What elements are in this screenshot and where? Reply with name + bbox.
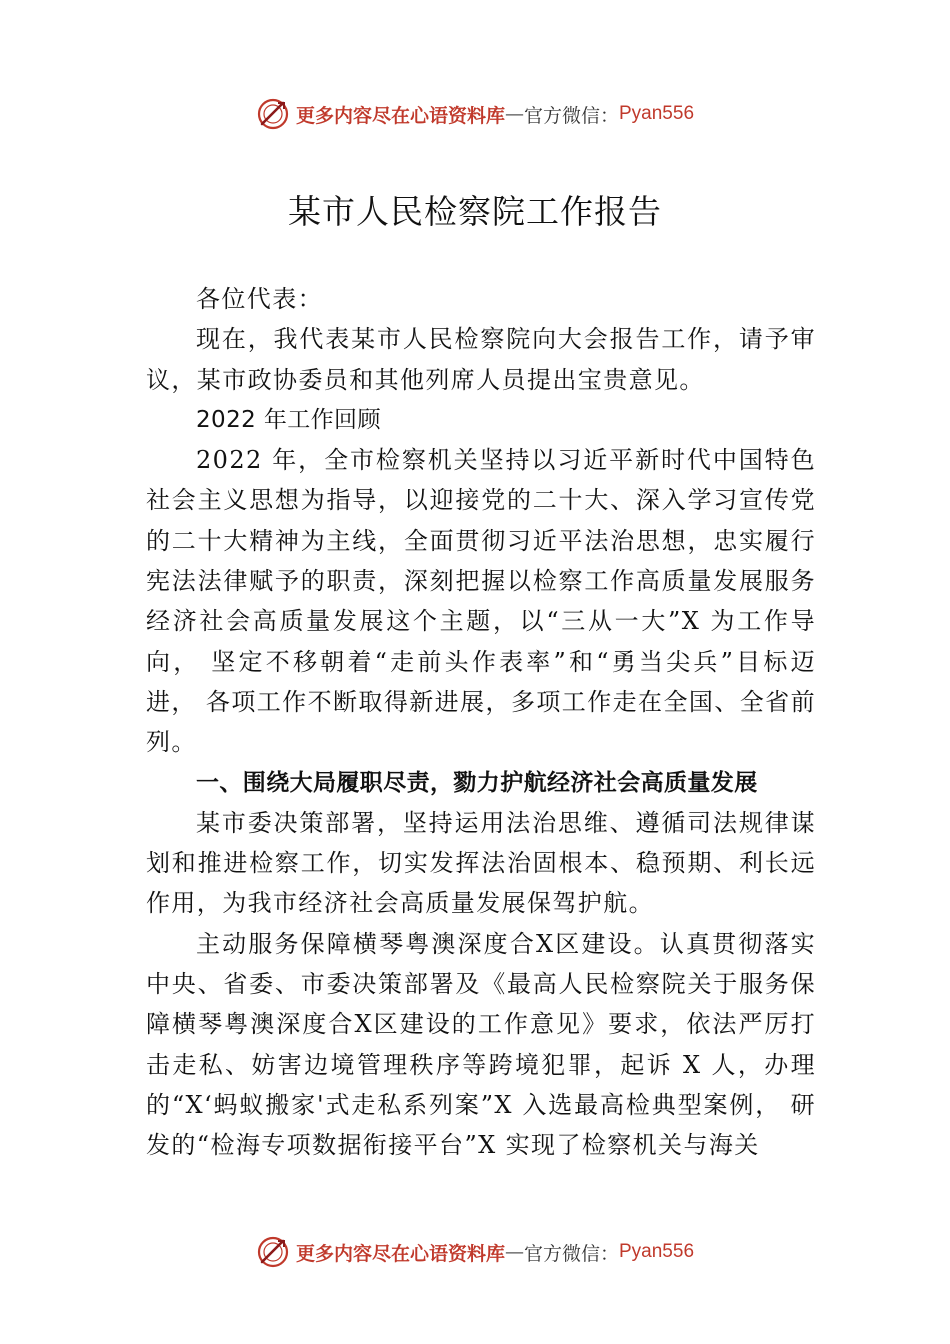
watermark-separator: — [504, 103, 524, 125]
salutation: 各位代表： [196, 285, 323, 313]
document-body [146, 279, 816, 1166]
logo-icon [256, 97, 290, 131]
document-title: 某市人民检察院工作报告 [288, 192, 662, 231]
watermark-brand: 更多内容尽在心语资料库 [295, 1242, 505, 1265]
watermark-separator: — [504, 1241, 524, 1263]
logo-icon [256, 1235, 290, 1269]
watermark-wechat-label: 官方微信： [523, 1242, 619, 1265]
watermark-footer [0, 1232, 950, 1272]
watermark-brand: 更多内容尽在心语资料库 [295, 104, 505, 127]
section-paragraph: 某市委决策部署，坚持运用法治思维、遵循司法规律谋划和推进检察工作，切实发挥法治固根本、稳预期、利长远作用，为我市经济社会高质量发展保驾护航。 [146, 808, 816, 918]
review-heading: 2022 年工作回顾 [196, 406, 381, 433]
review-paragraph: 2022 年，全市检察机关坚持以习近平新时代中国特色社会主义思想为指导，以迎接党的二十大、深入学习宣传党的二十大精神为主线，全面贯彻习近平法治思想，忠实履行宪法法律赋予的职责，深刻把握以检察工作高质量发展服务经济社会高质量发展这个主题，以“三从一大”X 为工作导向， 坚定不移朝着“走前头作表率”和“勇当尖兵”目标迈进， 各项工作不断取得新进展，多项工作走在全国、全省前列。 [146, 446, 816, 757]
intro-paragraph: 现在，我代表某市人民检察院向大会报告工作，请予审议，某市政协委员和其他列席人员提出宝贵意见。 [146, 325, 816, 394]
watermark-wechat-id: Pyan556 [619, 1241, 695, 1262]
section-paragraph: 主动服务保障横琴粤澳深度合X区建设。认真贯彻落实中央、省委、市委决策部署及《最高人民检察院关于服务保障横琴粤澳深度合X区建设的工作意见》要求，依法严厉打击走私、妨害边境管理秩序等跨境犯罪，起诉 X 人，办理的“X‘蚂蚁搬家'式走私系列案”X 入选最高检典型案例， 研发的“检海专项数据衔接平台”X 实现了检察机关与海关 [146, 929, 816, 1160]
section-heading: 一、围绕大局履职尽责，勠力护航经济社会高质量发展 [196, 769, 758, 796]
watermark-wechat-label: 官方微信： [523, 104, 619, 127]
watermark-wechat-id: Pyan556 [619, 103, 695, 124]
watermark-header [0, 94, 950, 134]
